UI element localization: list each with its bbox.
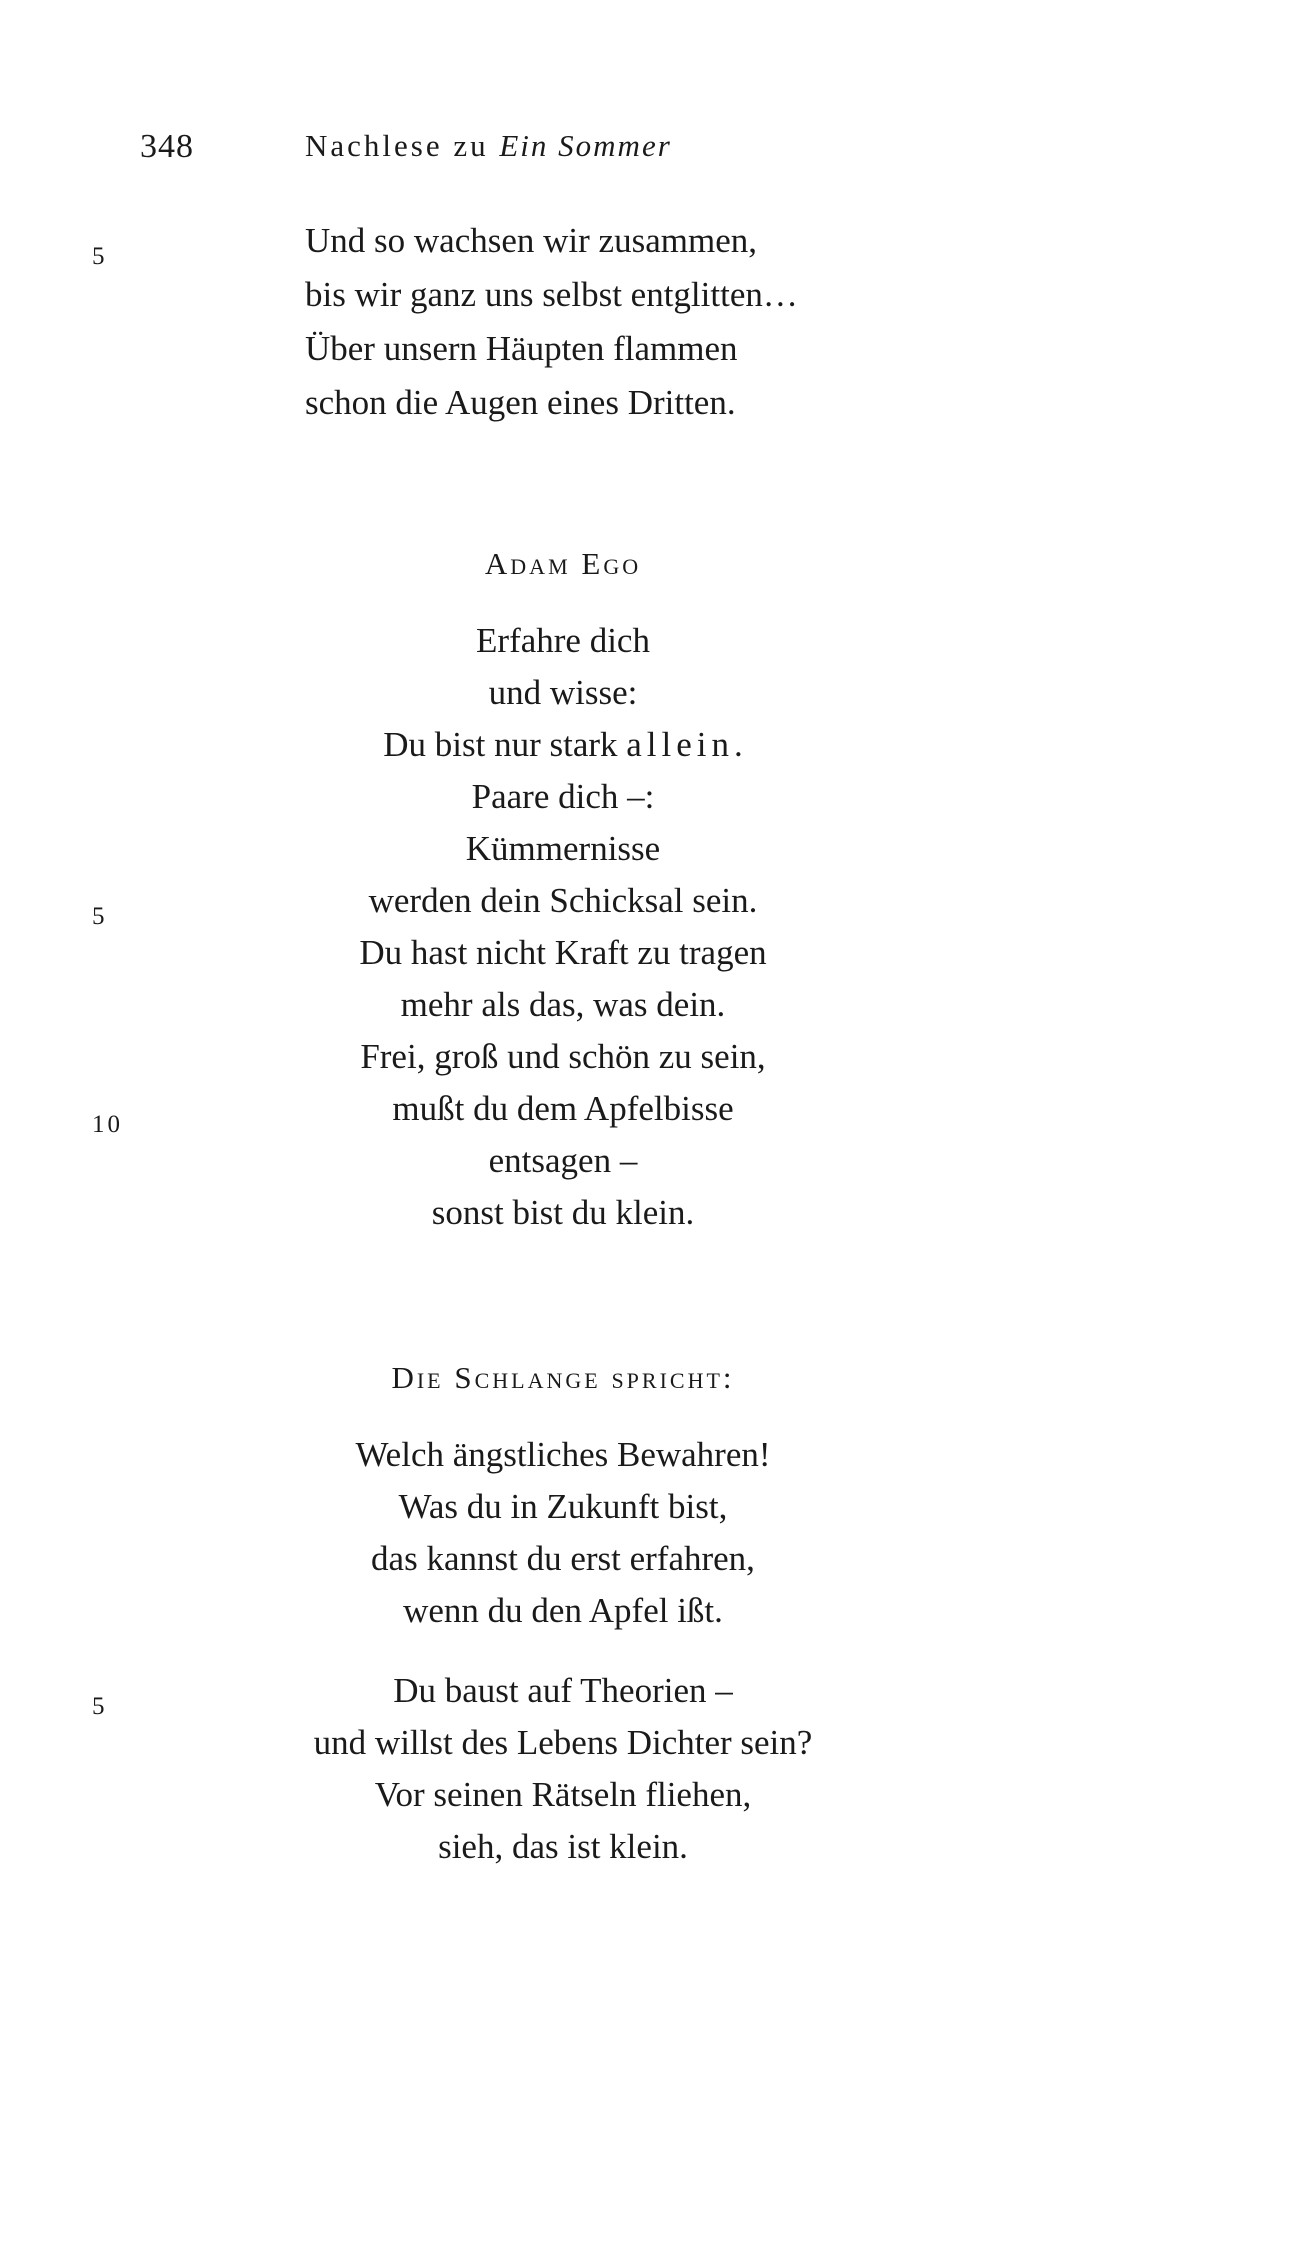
line-number: 5 <box>92 903 108 930</box>
verse-line: bis wir ganz uns selbst entglitten… <box>305 275 798 314</box>
emphasized-word: allein <box>626 725 735 764</box>
verse-line: Kümmernisse <box>465 829 661 868</box>
verse-line: schon die Augen eines Dritten. <box>305 383 736 422</box>
line-number: 5 <box>92 243 108 270</box>
verse-line: entsagen – <box>488 1141 638 1180</box>
poem-title: Die Schlange spricht: <box>391 1360 735 1395</box>
verse-line: Du hast nicht Kraft zu tragen <box>359 933 767 972</box>
running-head-work-title: Ein Sommer <box>499 128 672 163</box>
page-number: 348 <box>140 128 194 165</box>
line-number: 5 <box>92 1693 108 1720</box>
running-head <box>305 128 672 164</box>
verse-line: Was du in Zukunft bist, <box>398 1487 728 1526</box>
running-head-prefix: Nachlese zu <box>305 128 500 163</box>
verse-line: sonst bist du klein. <box>431 1193 695 1232</box>
verse-line: Über unsern Häupten flammen <box>305 329 738 368</box>
verse-line: Welch ängstliches Bewahren! <box>355 1435 771 1474</box>
verse-line: Frei, groß und schön zu sein, <box>360 1037 766 1076</box>
verse-line: sieh, das ist klein. <box>438 1827 688 1866</box>
verse-line: Vor seinen Rätseln fliehen, <box>374 1775 752 1814</box>
poem-title: Adam Ego <box>484 546 642 581</box>
verse-line: wenn du den Apfel ißt. <box>403 1591 723 1630</box>
page-header <box>140 128 940 178</box>
verse-line: werden dein Schicksal sein. <box>368 881 758 920</box>
verse-line <box>0 724 1126 766</box>
verse-line: und willst des Lebens Dichter sein? <box>313 1723 813 1762</box>
verse-line: das kannst du erst erfahren, <box>371 1539 755 1578</box>
line-number: 10 <box>92 1111 123 1138</box>
verse-line: mehr als das, was dein. <box>400 985 726 1024</box>
verse-text: Du bist nur stark <box>383 725 627 764</box>
verse-line: Erfahre dich <box>476 621 650 660</box>
verse-line: Paare dich –: <box>471 777 655 816</box>
verse-line: mußt du dem Apfelbisse <box>392 1089 734 1128</box>
verse-punctuation: . <box>734 725 743 764</box>
verse-line: Und so wachsen wir zusammen, <box>305 221 757 260</box>
verse-line: Du baust auf Theorien – <box>393 1671 733 1710</box>
verse-line: und wisse: <box>488 673 638 712</box>
